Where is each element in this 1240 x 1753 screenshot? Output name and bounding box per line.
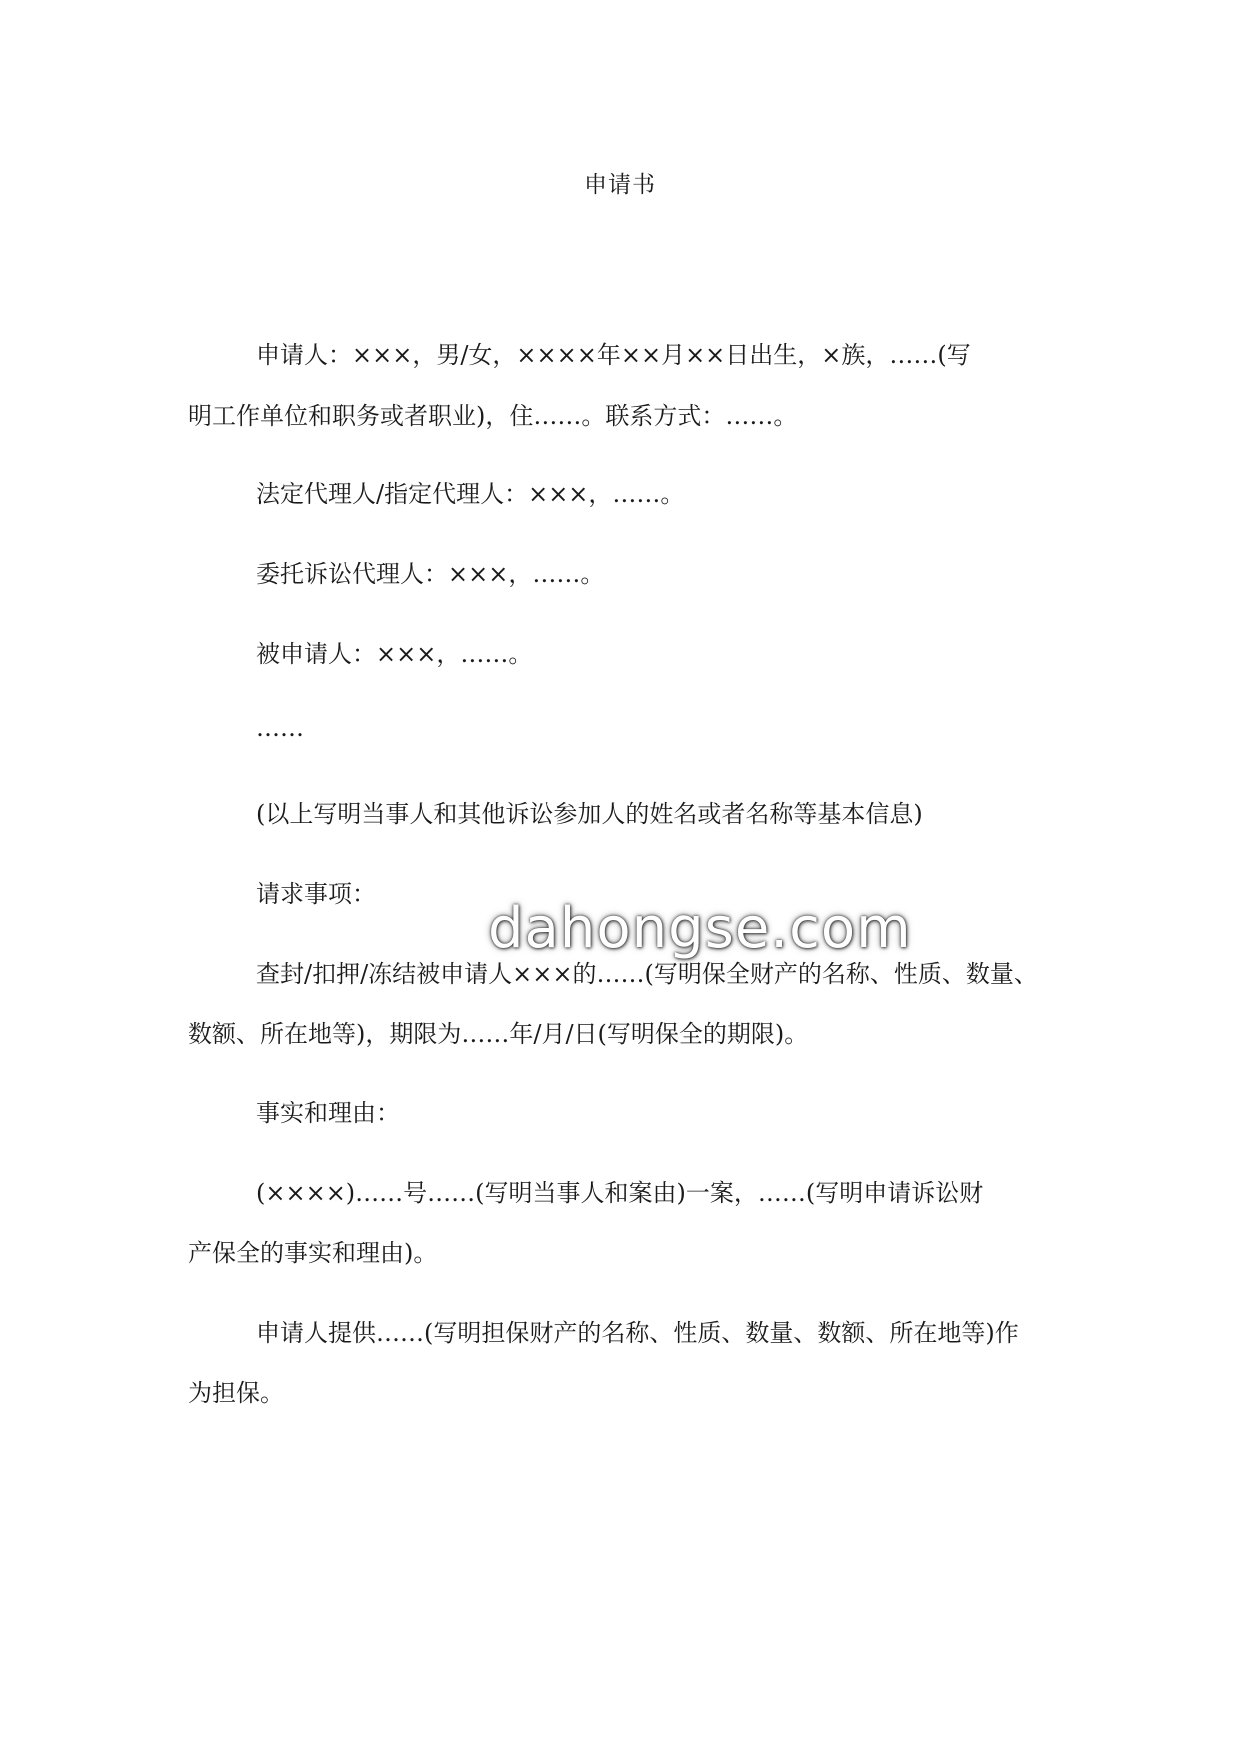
guarantee-line-1: 申请人提供……(写明担保财产的名称、性质、数量、数额、所在地等)作	[256, 1319, 1019, 1347]
respondent-line: 被申请人：×××，……。	[256, 640, 533, 668]
facts-line-2: 产保全的事实和理由)。	[188, 1239, 438, 1267]
request-line-2: 数额、所在地等)，期限为……年/月/日(写明保全的期限)。	[188, 1020, 809, 1048]
entrusted-agent-line: 委托诉讼代理人：×××，……。	[256, 560, 605, 588]
guarantee-line-2: 为担保。	[188, 1379, 284, 1407]
parties-note: (以上写明当事人和其他诉讼参加人的姓名或者名称等基本信息)	[256, 800, 923, 828]
watermark: dahongse.com	[488, 896, 912, 961]
ellipsis-line: ……	[256, 714, 304, 742]
facts-line-1: (××××)……号……(写明当事人和案由)一案，……(写明申请诉讼财	[256, 1179, 984, 1207]
facts-heading: 事实和理由：	[256, 1099, 400, 1127]
applicant-line-1: 申请人：×××，男/女，××××年××月××日出生，×族，……(写	[256, 341, 971, 369]
applicant-line-2: 明工作单位和职务或者职业)，住……。联系方式：……。	[188, 402, 798, 430]
document-title: 申请书	[584, 172, 656, 198]
request-line-1: 查封/扣押/冻结被申请人×××的……(写明保全财产的名称、性质、数量、	[256, 960, 1038, 988]
request-heading: 请求事项：	[256, 880, 376, 908]
legal-agent-line: 法定代理人/指定代理人：×××，……。	[256, 480, 685, 508]
